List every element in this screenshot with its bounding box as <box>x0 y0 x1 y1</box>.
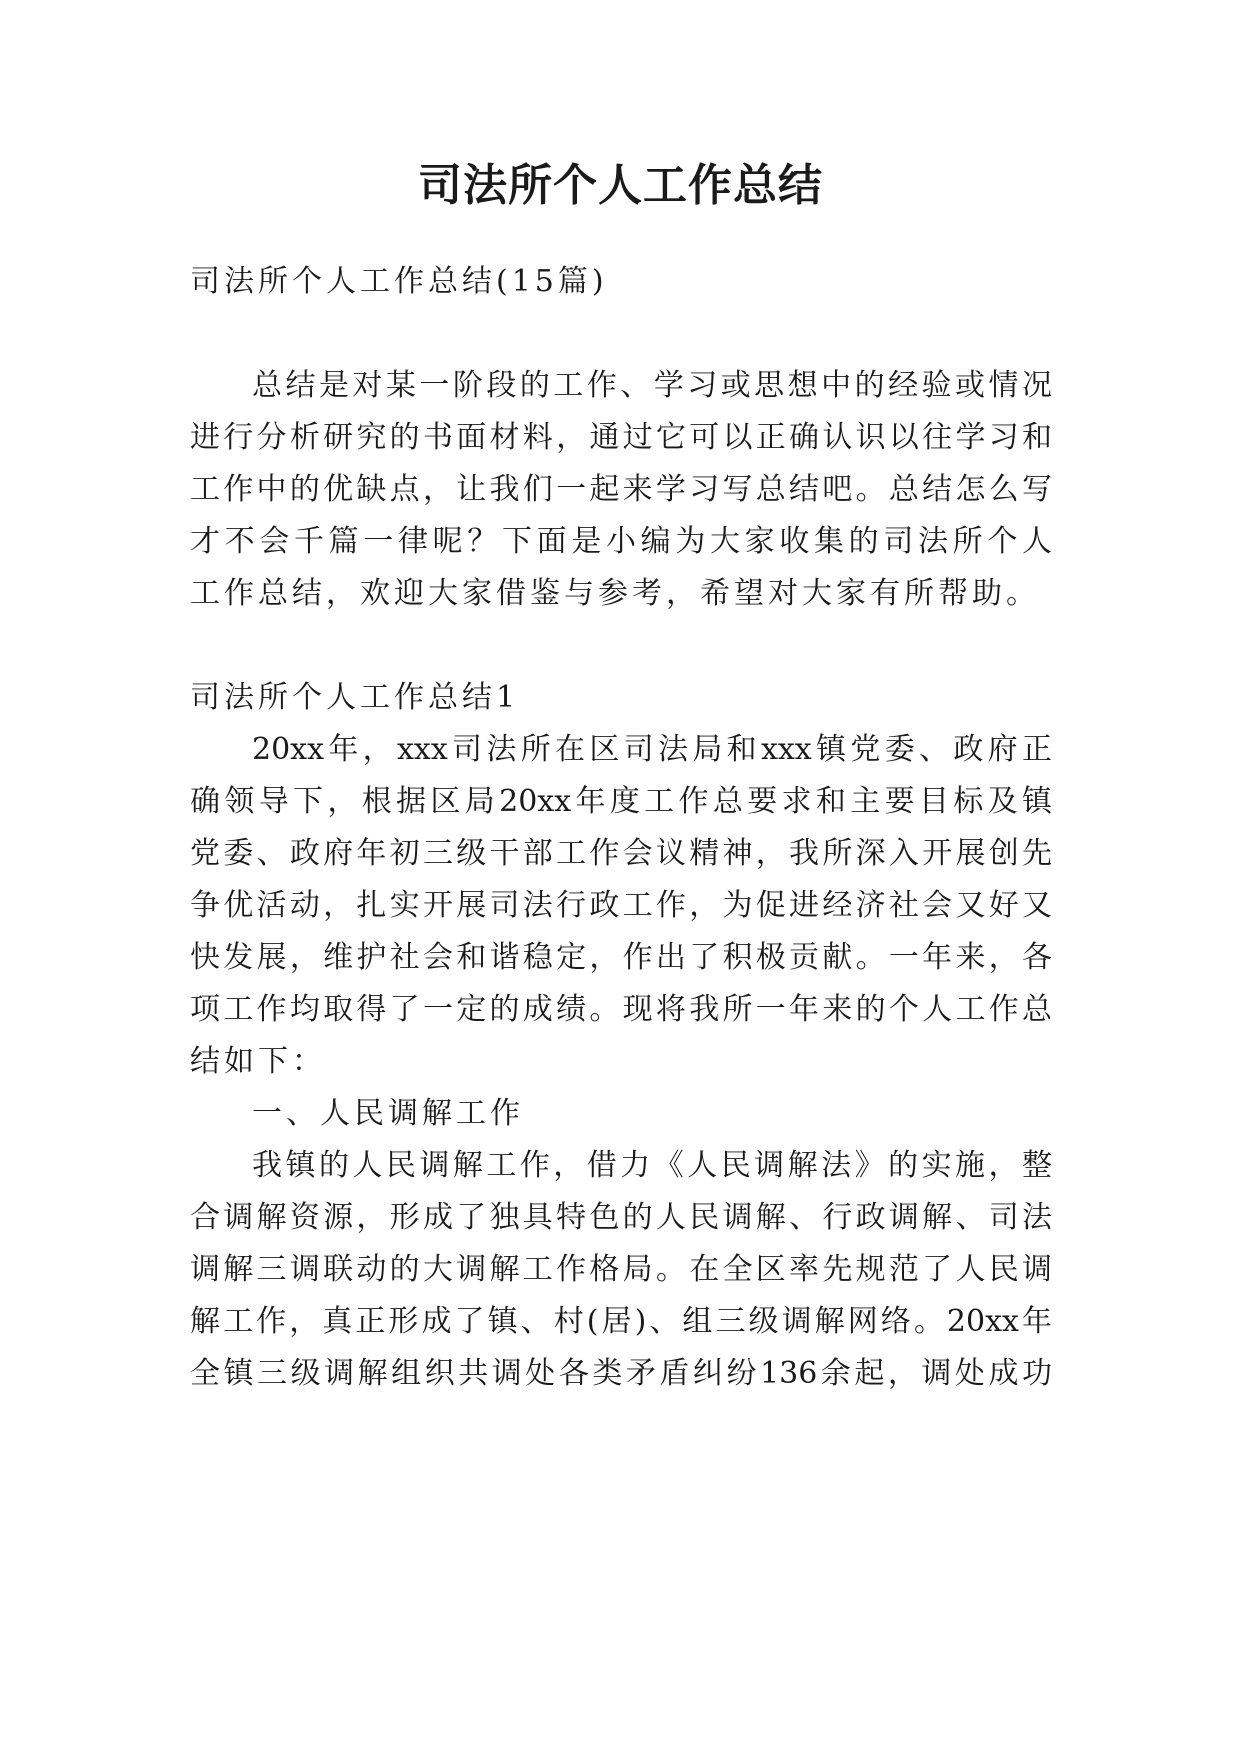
mediation-line: 解工作，真正形成了镇、村(居)、组三级调解网络。20xx年 <box>190 1304 1052 1339</box>
mediation-line: 全镇三级调解组织共调处各类矛盾纠纷136余起，调处成功 <box>190 1356 1052 1391</box>
document-subtitle: 司法所个人工作总结(15篇) <box>190 264 608 299</box>
body-line: 项工作均取得了一定的成绩。现将我所一年来的个人工作总 <box>190 992 1052 1027</box>
intro-line: 工作中的优缺点，让我们一起来学习写总结吧。总结怎么写 <box>190 472 1052 507</box>
body-line: 党委、政府年初三级干部工作会议精神，我所深入开展创先 <box>190 836 1052 871</box>
intro-line: 工作总结，欢迎大家借鉴与参考，希望对大家有所帮助。 <box>190 576 1040 611</box>
intro-line: 进行分析研究的书面材料，通过它可以正确认识以往学习和 <box>190 420 1052 455</box>
body-line: 快发展，维护社会和谐稳定，作出了积极贡献。一年来，各 <box>190 940 1052 975</box>
intro-line: 才不会千篇一律呢？下面是小编为大家收集的司法所个人 <box>190 524 1052 559</box>
intro-line: 总结是对某一阶段的工作、学习或思想中的经验或情况 <box>252 368 1052 403</box>
mediation-line: 我镇的人民调解工作，借力《人民调解法》的实施，整 <box>252 1148 1052 1183</box>
body-line: 确领导下，根据区局20xx年度工作总要求和主要目标及镇 <box>190 784 1052 819</box>
page-title: 司法所个人工作总结 <box>418 160 823 211</box>
body-line: 20xx年，xxx司法所在区司法局和xxx镇党委、政府正 <box>252 732 1052 767</box>
section-heading: 司法所个人工作总结1 <box>190 680 520 715</box>
body-line: 结如下： <box>190 1044 326 1079</box>
body-line: 争优活动，扎实开展司法行政工作，为促进经济社会又好又 <box>190 888 1052 923</box>
mediation-line: 调解三调联动的大调解工作格局。在全区率先规范了人民调 <box>190 1252 1052 1287</box>
mediation-line: 合调解资源，形成了独具特色的人民调解、行政调解、司法 <box>190 1200 1052 1235</box>
subheading: 一、人民调解工作 <box>252 1096 524 1131</box>
